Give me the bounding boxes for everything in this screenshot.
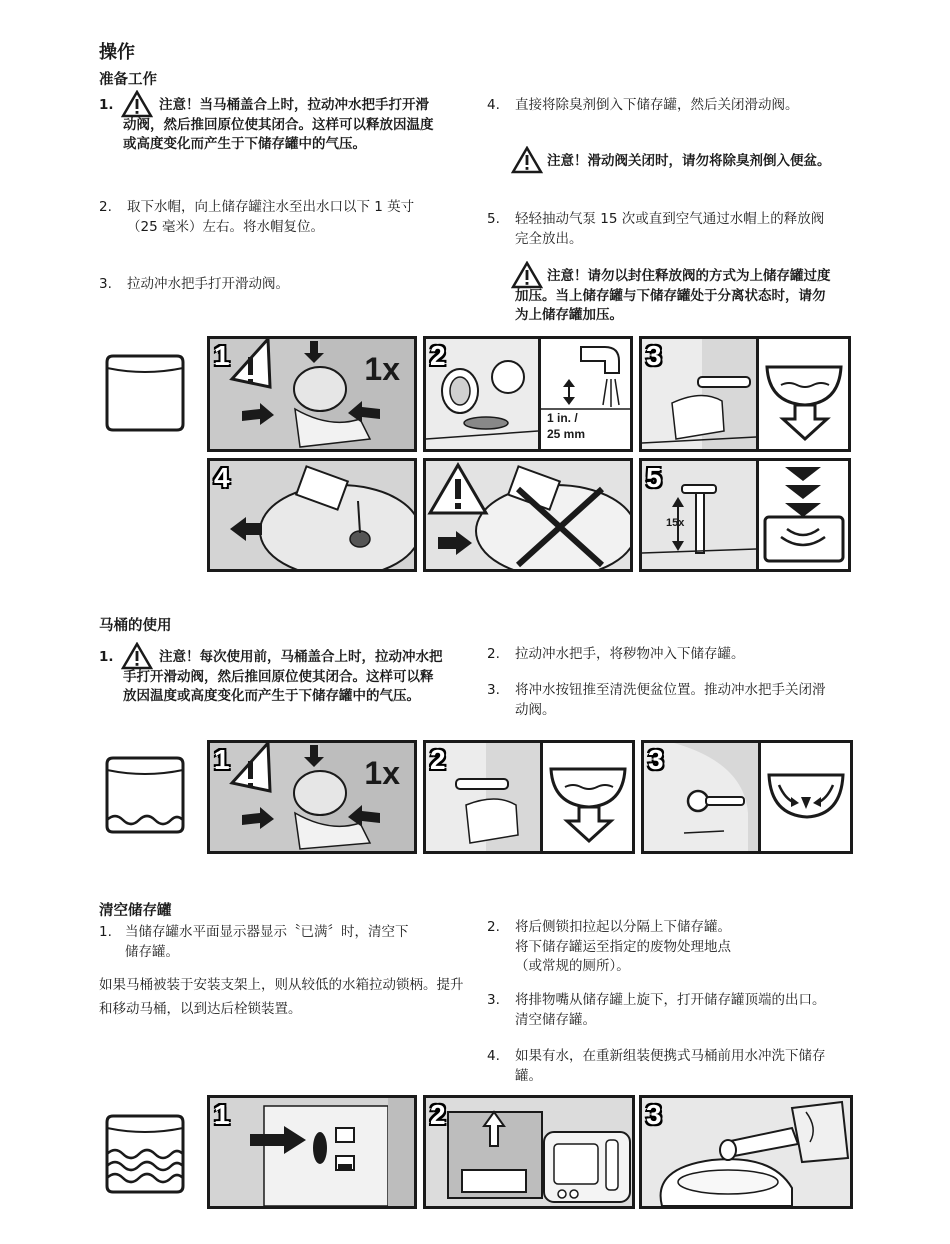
prep-item-3 (99, 275, 419, 295)
prep-panel-caution (423, 458, 633, 572)
item-text: 注意！每次使用前，马桶盖合上时，拉动冲水把手打开滑动阀，然后推回原位使其闭合。这样可以释放因温度或高度变化而产生于下储存罐中的气压。 (123, 649, 443, 704)
use-panel-3 (641, 740, 853, 854)
use-item-2 (487, 645, 837, 665)
panel-number: 5 (646, 462, 662, 493)
item-text: 如果有水，在重新组装便携式马桶前用水冲洗下储存罐。 (515, 1048, 826, 1084)
item-number: 2. (487, 646, 500, 662)
item-text: 轻轻抽动气泵 15 次或直到空气通过水帽上的释放阀完全放出。 (515, 211, 825, 247)
panel-number: 2 (430, 1099, 446, 1130)
tank-level-empty-icon (101, 352, 189, 434)
empty-panel-3 (639, 1095, 853, 1209)
bowl-drain-icon (543, 743, 632, 851)
item-number: 4. (487, 97, 500, 113)
warning-text: 注意！滑动阀关闭时，请勿将除臭剂倒入便盆。 (547, 153, 831, 169)
prep-item-5 (487, 210, 837, 249)
bowl-rinse-icon (761, 743, 850, 851)
separate-tanks-illustration (426, 1098, 632, 1206)
warning-text: 注意！请勿以封住释放阀的方式为上储存罐过度加压。当上储存罐与下储存罐处于分离状态时，请勿为上储存罐加压。 (515, 268, 831, 323)
item-text-line: （或常规的厕所）。 (515, 958, 630, 974)
panel-number: 4 (214, 462, 230, 493)
prep-item-2 (99, 198, 419, 237)
empty-item-4 (487, 1047, 837, 1086)
item-text-line: 将后侧锁扣拉起以分隔上下储存罐。 (515, 919, 731, 935)
prep-panel-5 (639, 458, 851, 572)
item-text: 拉动冲水把手，将秽物冲入下储存罐。 (515, 646, 745, 662)
item-number: 3. (99, 276, 112, 292)
use-item-3 (487, 681, 837, 720)
use-panel-2 (423, 740, 635, 854)
warning-icon (511, 261, 543, 289)
use-panel-1 (207, 740, 417, 854)
item-text: 当储存罐水平面显示器显示〝已满〞时，清空下储存罐。 (125, 924, 409, 960)
bowl-drain-icon (759, 339, 848, 449)
empty-item-1 (99, 923, 429, 962)
item-text: 直接将除臭剂倒入下储存罐，然后关闭滑动阀。 (515, 97, 799, 113)
item-text: 注意！当马桶盖合上时，拉动冲水把手打开滑动阀，然后推回原位使其闭合。这样可以释放因温度或高度变化而产生于下储存罐中的气压。 (123, 97, 434, 152)
item-number: 2. (487, 919, 500, 935)
fill-level-label-mm: 25 mm (547, 427, 586, 441)
pump-count-label: 15x (666, 517, 685, 529)
empty-note-paragraph: 如果马桶被装于安装支架上，则从较低的水箱拉动锁柄。提升和移动马桶，以到达后栓锁装置。 (99, 977, 464, 1017)
level-indicator-illustration (210, 1098, 414, 1206)
prep-panel-3 (639, 336, 851, 452)
prep-panel-1 (207, 336, 417, 452)
section-heading-use: 马桶的使用 (99, 618, 172, 634)
prep-panel-2 (423, 336, 633, 452)
item-text: 将冲水按钮推至清洗便盆位置。推动冲水把手关闭滑动阀。 (515, 682, 826, 718)
item-number: 1. (99, 97, 114, 113)
panel-number: 3 (646, 1099, 662, 1130)
item-text: 将排物嘴从储存罐上旋下，打开储存罐顶端的出口。清空储存罐。 (515, 992, 826, 1028)
pressure-release-icon (759, 461, 848, 569)
panel-number: 3 (648, 744, 664, 775)
item-number: 5. (487, 211, 500, 227)
item-number: 1. (99, 924, 112, 940)
prep-warning-4 (515, 152, 835, 172)
warning-icon (121, 90, 153, 118)
section-heading-empty: 清空储存罐 (99, 903, 172, 919)
item-text-line: 将下储存罐运至指定的废物处理地点 (515, 938, 731, 955)
pour-deodorant-illustration (210, 461, 414, 569)
tank-level-full-icon (101, 1112, 189, 1196)
panel-number: 3 (646, 340, 662, 371)
item-text: 取下水帽，向上储存罐注水至出水口以下 1 英寸（25 毫米）左右。将水帽复位。 (127, 199, 415, 235)
prep-item-1 (99, 96, 439, 155)
section-heading-prep: 准备工作 (99, 72, 157, 88)
panel-number: 1 (214, 340, 230, 371)
warning-icon (121, 642, 153, 670)
panel-number: 2 (430, 744, 446, 775)
page-title: 操作 (99, 42, 135, 63)
item-text: 拉动冲水把手打开滑动阀。 (127, 276, 289, 292)
warning-icon (511, 146, 543, 174)
do-not-pour-illustration (426, 461, 630, 569)
repeat-count-label: 1x (364, 351, 400, 387)
item-number: 4. (487, 1048, 500, 1064)
tank-level-half-icon (101, 754, 189, 836)
use-item-1 (99, 648, 444, 707)
prep-item-4 (487, 96, 837, 116)
prep-panel-4 (207, 458, 417, 572)
item-number: 1. (99, 649, 114, 665)
empty-panel-2 (423, 1095, 635, 1209)
panel-number: 1 (214, 1099, 230, 1130)
item-number: 3. (487, 992, 500, 1008)
panel-number: 1 (214, 744, 230, 775)
empty-into-toilet-illustration (642, 1098, 850, 1206)
item-number: 3. (487, 682, 500, 698)
prep-warning-5 (515, 267, 835, 326)
panel-number: 2 (430, 340, 446, 371)
empty-item-2 (487, 918, 847, 977)
empty-item-3 (487, 991, 837, 1030)
empty-panel-1 (207, 1095, 417, 1209)
item-number: 2. (99, 199, 112, 215)
fill-level-label-inches: 1 in. / (547, 411, 578, 425)
repeat-count-label: 1x (364, 755, 400, 791)
